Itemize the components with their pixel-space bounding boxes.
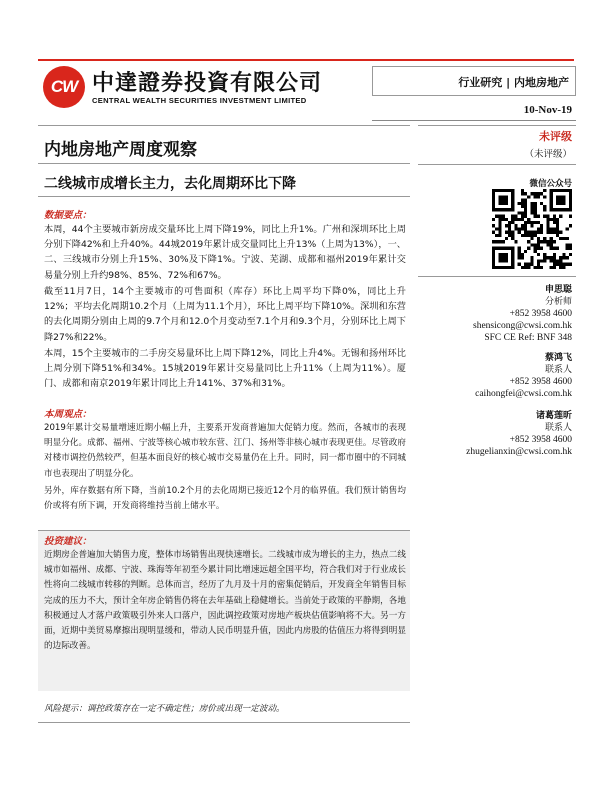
- suggestion-paragraph: 近期房企普遍加大销售力度，整体市场销售出现快速增长。二线城市成为增长的主力，热点二线城市如福州、成都、宁波、珠海等年初至今累计同比增速远超全国平均，符合我们对于行业成长性将向二线城市转移的判断。总体而言，经历了九月及十月的密集促销后，开发商全年销售目标完成的压力不大，预计全年房企销售仍将在去年基础上稳健增长。当前处于政策的平静期，各地积极通过人才落户政策吸引外来人口落户，因此调控政策对房地产板块估值影响将不大。另一方面，近期中美贸易摩擦出现明显缓和，带动人民币明显升值，因此内房股的估值压力将得到明显的边际改善。: [44, 550, 406, 652]
- title-box: [38, 125, 410, 197]
- contact-name: 申思聪: [544, 285, 572, 295]
- contact-card-2: [418, 352, 572, 400]
- data-paragraph-3: 本周，15个主要城市的二手房交易量环比上周下降12%，同比上升4%。无锡和扬州环比上周分别下降51%和34%。15城2019年累计交易量同比上升11%（上周为11%）。厦门、成都和南京2019年累计同比上升141%、37%和31%。: [44, 348, 406, 390]
- company-name-cn: 中達證券投資有限公司: [92, 71, 323, 96]
- page-subtitle: 二线城市成增长主力，去化周期环比下降: [44, 176, 296, 192]
- data-section-heading: 数据要点：: [44, 210, 92, 221]
- rating-bottom-divider: [418, 164, 576, 165]
- wechat-label: 微信公众号: [529, 179, 572, 189]
- report-type-box: [372, 66, 576, 96]
- contact-email[interactable]: caihongfei@cwsi.com.hk: [475, 389, 572, 399]
- rating-label: 未评级: [539, 130, 572, 143]
- report-date: 10-Nov-19: [523, 104, 572, 116]
- contact-card-analyst: [418, 284, 572, 344]
- contact-phone: +852 3958 4600: [509, 435, 572, 445]
- view-paragraph-2: 另外，库存数据有所下降，当前10.2个月的去化周期已接近12个月的临界值。我们预计销售均价或将有所下调，开发商将维持当前上储水平。: [44, 486, 406, 512]
- logo-mark-text: CW: [50, 77, 78, 96]
- title-divider: [38, 163, 410, 164]
- footer-divider: [38, 722, 410, 723]
- contact-email[interactable]: shensicong@cwsi.com.hk: [473, 321, 572, 331]
- company-logo-icon: [43, 66, 85, 108]
- header-red-rule: [38, 59, 574, 61]
- data-paragraph-2: 截至11月7日，14个主要城市的可售面积（库存）环比上周平均下降0%，同比上升12%；平均去化周期10.2个月（上周为11.1个月），环比上周平均下降10%。深圳和东营的去化周期分别由上周的9.7个月和12.0个月变动至7.1个月和9.3个月，分别环比上周下降27%和22%。: [44, 286, 406, 343]
- qr-code-icon[interactable]: [492, 189, 572, 269]
- risk-warning: 风险提示：调控政策存在一定不确定性；房价或出现一定波动。: [44, 704, 285, 714]
- contact-ref: SFC CE Ref: BNF 348: [484, 333, 572, 343]
- qr-divider: [418, 276, 576, 277]
- contact-phone: +852 3958 4600: [509, 377, 572, 387]
- contact-phone: +852 3958 4600: [509, 309, 572, 319]
- view-section-heading: 本周观点：: [44, 409, 92, 420]
- suggestion-section-heading: 投资建议：: [44, 536, 92, 547]
- page-title: 内地房地产周度观察: [44, 140, 197, 160]
- view-paragraph-1: 2019年累计交易量增速近期小幅上升，主要系开发商普遍加大促销力度。然而，各城市的表现明显分化。成都、福州、宁波等核心城市较东营、江门、扬州等非核心城市表现更佳。尽管政府对楼市调控仍然较严，但基本面良好的核心城市交易量仍在上升。同时，同一都市圈中的不同城市也表现出了明显分化。: [44, 423, 406, 479]
- contact-role: 联系人: [544, 423, 572, 433]
- rating-top-divider: [418, 125, 576, 126]
- contact-name: 蔡鸿飞: [544, 353, 572, 363]
- data-paragraph-1: 本周，44个主要城市新房成交量环比上周下降19%，同比上升1%。广州和深圳环比上周分别下降42%和上升40%。44城2019年累计成交量同比上升13%（上周为13%），一、二、三线城市分别上升15%、30%及下降1%。宁波、芜湖、成都和福州2019年累计交易量分别上升约98%、85%、72%和67%。: [44, 224, 406, 281]
- report-type: 行业研究 | 内地房地产: [458, 76, 569, 89]
- contact-email[interactable]: zhugelianxin@cwsi.com.hk: [466, 447, 572, 457]
- contact-card-3: [418, 410, 572, 458]
- rating-sub-label: （未评级）: [524, 149, 572, 160]
- report-header: [0, 0, 612, 120]
- contact-role: 分析师: [544, 297, 572, 307]
- contact-name: 诸葛莲昕: [535, 411, 572, 421]
- company-name-en: CENTRAL WEALTH SECURITIES INVESTMENT LIMITED: [92, 96, 307, 105]
- contact-role: 联系人: [544, 365, 572, 375]
- date-divider: [372, 120, 576, 121]
